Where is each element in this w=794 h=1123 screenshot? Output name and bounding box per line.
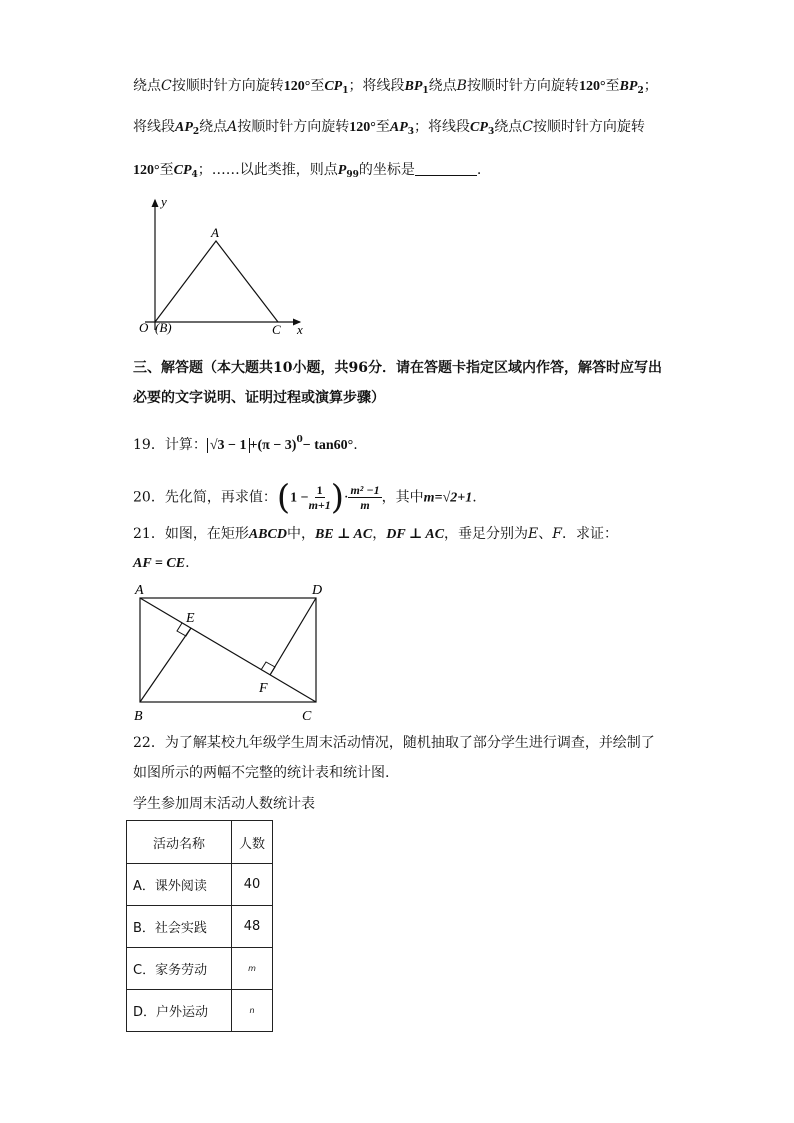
subscript: 2 xyxy=(637,86,644,96)
text: 绕点 xyxy=(199,119,228,135)
operator: · xyxy=(344,489,349,506)
triangle-abc xyxy=(155,241,278,322)
paren-expression: (π − 3) xyxy=(257,438,297,453)
point-p: P xyxy=(337,163,347,178)
rect-name: ABCD xyxy=(248,527,287,542)
segment-df xyxy=(270,598,316,675)
text: 21．如图，在矩形 xyxy=(133,526,249,542)
subscript: 3 xyxy=(407,127,415,137)
p18-line3 xyxy=(133,160,481,185)
segment: CP xyxy=(324,79,343,94)
text: 将线段 xyxy=(133,119,175,135)
label-o: O xyxy=(139,320,149,335)
point-c: C xyxy=(161,78,172,94)
problem-20 xyxy=(133,477,477,518)
label-e: E xyxy=(186,611,195,626)
condition: m=√2+1 xyxy=(423,490,473,506)
label-x: x xyxy=(297,322,303,337)
text: ，垂足分别为 xyxy=(444,526,529,542)
angle: 120° xyxy=(283,79,311,94)
segment: CP xyxy=(470,120,488,135)
text: ．求证： xyxy=(561,526,618,542)
segment: AP xyxy=(175,120,193,135)
row-count: 40 xyxy=(232,864,273,906)
text: 至 xyxy=(605,78,620,94)
angle: 120° xyxy=(349,120,376,135)
text: 按顺时针方向旋转 xyxy=(171,78,284,94)
p18-line1 xyxy=(133,76,658,101)
row-activity: A．课外阅读 xyxy=(127,864,232,906)
text: 绕点 xyxy=(494,119,523,135)
segment: BP xyxy=(404,79,423,94)
text: 按顺时针方向旋转 xyxy=(237,119,350,135)
p18-line2 xyxy=(133,117,645,142)
tan-term: − tan60° xyxy=(302,438,354,453)
text: ，其中 xyxy=(381,489,424,506)
text: ； xyxy=(643,78,658,94)
text: 至 xyxy=(159,162,174,178)
problem-22-line1: 22．为了解某校九年级学生周末活动情况，随机抽取了部分学生进行调查，并绘制了 xyxy=(133,735,655,751)
proof-goal: AF = CE xyxy=(133,556,186,571)
label-b: B xyxy=(134,709,143,724)
row-activity: D．户外运动 xyxy=(127,990,232,1032)
row-count: 48 xyxy=(232,906,273,948)
one-minus: 1 − xyxy=(290,490,309,506)
text: 至 xyxy=(375,119,390,135)
answer-blank[interactable] xyxy=(415,163,477,176)
subscript: 1 xyxy=(422,86,429,96)
label-a: A xyxy=(211,225,219,240)
problem-22-line2: 如图所示的两幅不完整的统计表和统计图. xyxy=(133,765,390,781)
text: ；将线段 xyxy=(348,78,405,94)
point-a: A xyxy=(227,119,238,135)
label-y: y xyxy=(161,194,167,209)
problem-label: 19．计算： xyxy=(133,437,207,453)
segment: BP xyxy=(619,79,638,94)
exponent: 0 xyxy=(296,435,303,445)
point-c: C xyxy=(522,119,533,135)
subscript: 2 xyxy=(192,127,200,137)
denominator: m xyxy=(360,498,370,512)
section-3-heading-1: 三、解答题（本大题共10小题，共96分．请在答题卡指定区域内作答，解答时应写出 xyxy=(133,360,662,376)
label-d: D xyxy=(312,583,323,598)
problem-21-line1 xyxy=(133,524,618,545)
point-b: B xyxy=(456,78,467,94)
text: . xyxy=(476,162,482,178)
text: ；将线段 xyxy=(414,119,471,135)
text: 、 xyxy=(538,526,553,542)
label-c: C xyxy=(302,709,312,724)
numerator: m² −1 xyxy=(350,483,380,497)
problem-label: 20．先化简，再求值： xyxy=(133,489,277,506)
period: . xyxy=(472,489,477,506)
condition: BE ⊥ AC xyxy=(314,527,373,542)
segment-be xyxy=(140,628,191,702)
section-3-heading-2: 必要的文字说明、证明过程或演算步骤） xyxy=(133,390,385,406)
point-f: F xyxy=(552,526,562,542)
text: 按顺时针方向旋转 xyxy=(532,119,645,135)
table-row xyxy=(127,948,273,990)
row-activity: B．社会实践 xyxy=(127,906,232,948)
subscript: 4 xyxy=(191,170,198,180)
text: ；……以此类推，则点 xyxy=(197,162,338,178)
row-activity: C．家务劳动 xyxy=(127,948,232,990)
angle: 120° xyxy=(133,163,160,178)
text: 中， xyxy=(286,526,315,542)
text: 绕点 xyxy=(133,78,161,94)
table-row xyxy=(127,906,273,948)
label-c: C xyxy=(272,322,281,337)
header-count: 人数 xyxy=(232,821,273,864)
table-header-row xyxy=(127,821,273,864)
numerator: 1 xyxy=(316,483,323,497)
abs-expression: √3 − 1 xyxy=(207,438,250,453)
subscript: 3 xyxy=(487,127,495,137)
point-e: E xyxy=(528,526,539,542)
segment: AP xyxy=(389,120,408,135)
table-title: 学生参加周末活动人数统计表 xyxy=(133,796,315,812)
problem-21-line2 xyxy=(133,553,190,574)
denominator: m+1 xyxy=(308,498,331,512)
period: . xyxy=(185,555,190,571)
text: 绕点 xyxy=(428,78,457,94)
segment: CP xyxy=(173,163,192,178)
left-paren: ( xyxy=(276,477,291,518)
table-row xyxy=(127,990,273,1032)
rectangle-figure xyxy=(130,580,330,730)
right-paren: ) xyxy=(330,477,345,518)
fraction-1 xyxy=(309,483,331,512)
condition: DF ⊥ AC xyxy=(386,527,445,542)
subscript: 99 xyxy=(346,170,359,180)
row-count: n xyxy=(232,990,273,1032)
label-a: A xyxy=(135,583,144,598)
period: . xyxy=(353,437,358,453)
problem-19 xyxy=(133,430,358,456)
table-row xyxy=(127,864,273,906)
diagonal-ac xyxy=(140,598,316,702)
activity-stats-table xyxy=(126,820,273,1032)
operator: + xyxy=(249,438,258,453)
text: 的坐标是 xyxy=(358,162,415,178)
fraction-2 xyxy=(348,483,381,512)
row-count: m xyxy=(232,948,273,990)
text: 按顺时针方向旋转 xyxy=(466,78,579,94)
subscript: 1 xyxy=(342,86,349,96)
angle: 120° xyxy=(578,79,606,94)
label-f: F xyxy=(259,681,268,696)
header-activity: 活动名称 xyxy=(127,821,232,864)
label-b: (B) xyxy=(155,320,172,335)
text: ， xyxy=(372,526,387,542)
text: 至 xyxy=(310,78,325,94)
triangle-figure xyxy=(135,192,315,342)
